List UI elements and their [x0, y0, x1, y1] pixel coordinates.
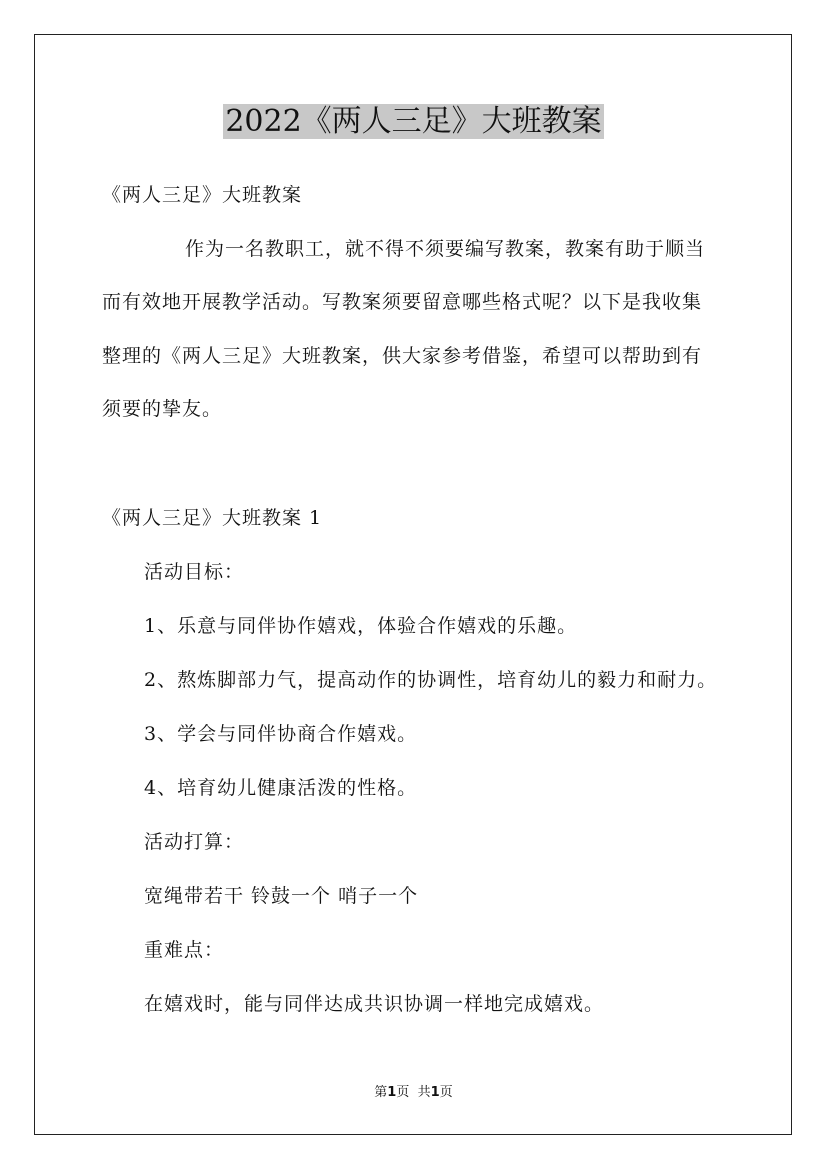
intro-line-4: 须要的挚友。 [102, 398, 223, 420]
subtitle: 《两人三足》大班教案 [102, 184, 303, 206]
intro-line-1: 作为一名教职工，就不得不须要编写教案，教案有助于顺当 [185, 238, 706, 260]
goal-item-1: 1、乐意与同伴协作嬉戏，体验合作嬉戏的乐趣。 [144, 615, 578, 637]
footer-total-suffix: 页 [439, 1085, 453, 1100]
goals-label: 活动目标： [144, 561, 245, 583]
footer-page-num: 1 [387, 1085, 397, 1100]
footer-page-prefix: 第 [374, 1085, 388, 1100]
footer-total-prefix: 共 [417, 1085, 431, 1100]
document-title [0, 102, 827, 142]
goal-item-4: 4、培育幼儿健康活泼的性格。 [144, 777, 418, 799]
intro-line-3: 整理的《两人三足》大班教案，供大家参考借鉴，希望可以帮助到有 [102, 345, 703, 367]
prep-label: 活动打算： [144, 831, 245, 853]
footer-page-suffix: 页 [396, 1085, 410, 1100]
goal-item-3: 3、学会与同伴协商合作嬉戏。 [144, 723, 418, 745]
prep-items: 宽绳带若干 铃鼓一个 哨子一个 [144, 885, 419, 907]
goal-item-2: 2、熬炼脚部力气，提高动作的协调性，培育幼儿的毅力和耐力。 [144, 669, 718, 691]
document-title-text: 2022《两人三足》大班教案 [225, 104, 602, 139]
key-text: 在嬉戏时，能与同伴达成共识协调一样地完成嬉戏。 [144, 993, 605, 1015]
intro-line-2: 而有效地开展教学活动。写教案须要留意哪些格式呢？以下是我收集 [102, 291, 703, 313]
section-heading: 《两人三足》大班教案 1 [102, 507, 323, 529]
key-label: 重难点： [144, 939, 225, 961]
page-footer [0, 1085, 827, 1101]
footer-total-num: 1 [430, 1085, 440, 1100]
